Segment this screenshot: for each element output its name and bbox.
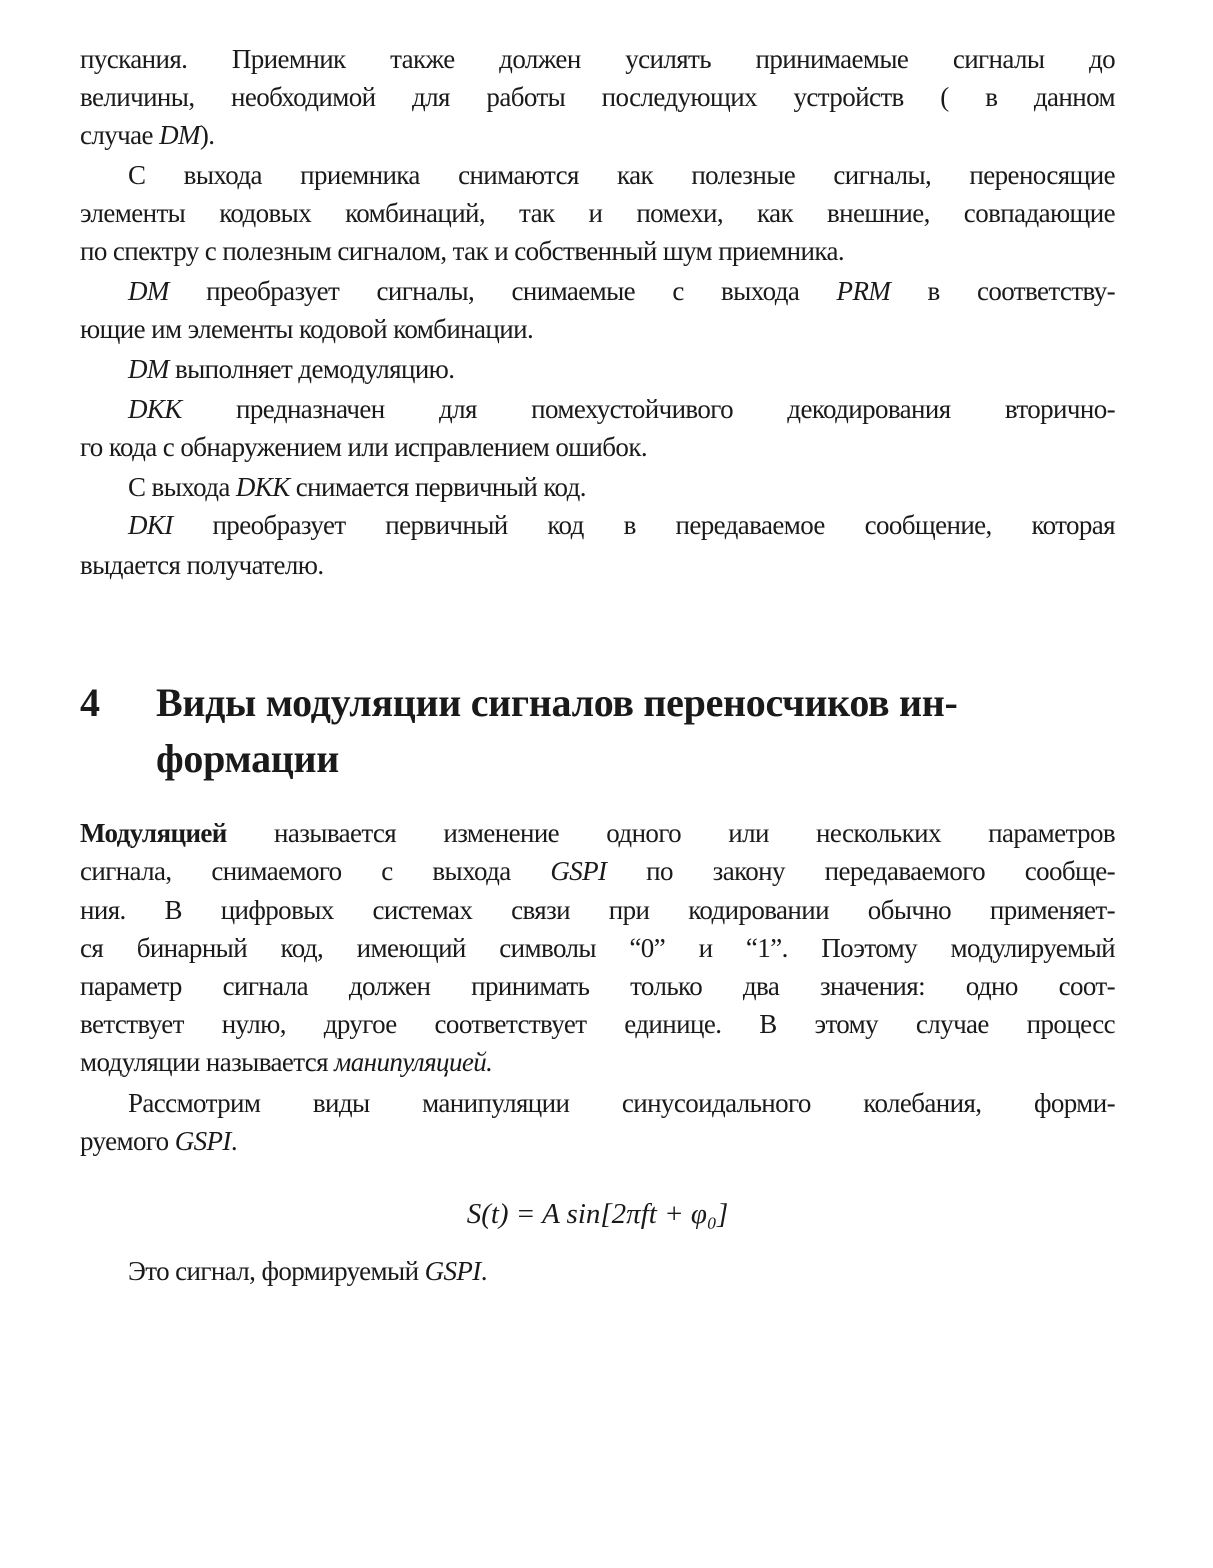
math-term: DM <box>159 120 200 150</box>
text-line <box>80 852 1115 890</box>
text: модуляции называется <box>80 1047 335 1077</box>
text-line <box>80 1122 1115 1160</box>
text: . <box>480 1256 487 1286</box>
math-term: GSPI <box>424 1256 481 1286</box>
math-term: GSPI <box>550 856 607 886</box>
section-title-line: формации <box>156 736 340 781</box>
text-line <box>80 1043 1115 1081</box>
text: предназначен для помехустойчивого декодирования вторично- <box>181 394 1115 424</box>
text-line <box>80 116 1115 154</box>
text-line: ветствует нулю, другое соответствует единице. В этому случае процесс <box>80 1009 1115 1039</box>
text: выполняет демодуляцию. <box>168 354 455 384</box>
equation-text: S(t) = A sin[2πft + φ₀] <box>466 1198 729 1230</box>
text: по закону передаваемого сообще- <box>606 856 1116 886</box>
math-term: GSPI <box>174 1126 231 1156</box>
text: снимается первичный код. <box>289 472 586 502</box>
math-term: DKK <box>235 472 290 502</box>
section-title-line: Виды модуляции сигналов переносчиков ин- <box>156 680 958 725</box>
text: случае <box>80 120 160 150</box>
text: в соответству- <box>890 276 1116 306</box>
section-number: 4 <box>80 680 100 725</box>
text-line: параметр сигнала должен принимать только два значения: одно соот- <box>80 971 1115 1001</box>
text: преобразует первичный код в передаваемое сообщение, которая <box>172 510 1115 540</box>
text-line: величины, необходимой для работы последующих устройств ( в данном <box>80 82 1115 112</box>
text-line: выдается получателю. <box>80 550 324 580</box>
equation <box>80 1198 1115 1231</box>
text-line <box>80 350 1115 388</box>
text-line <box>80 468 1115 506</box>
text-line <box>80 1252 1115 1290</box>
text-line <box>80 272 1115 310</box>
text: преобразует сигналы, снимаемые с выхода <box>168 276 837 306</box>
text-line: ющие им элементы кодовой комбинации. <box>80 314 534 344</box>
text-line: ния. В цифровых системах связи при кодировании обычно применяет- <box>80 895 1115 925</box>
term-bold: Модуляцией <box>80 818 227 848</box>
text-line: С выхода приемника снимаются как полезные сигналы, переносящие <box>128 160 1115 190</box>
emphasis: манипуляцией. <box>334 1047 493 1077</box>
text-line: по спектру с полезным сигналом, так и собственный шум приемника. <box>80 236 845 266</box>
text-line: пускания. Приемник также должен усилять принимаемые сигналы до <box>80 44 1115 74</box>
text: называется изменение одного или нескольких параметров <box>226 818 1115 848</box>
text: сигнала, снимаемого с выхода <box>80 856 551 886</box>
text: Это сигнал, формируемый <box>128 1256 425 1286</box>
math-term: PRM <box>836 276 891 306</box>
math-term: DM <box>128 354 169 384</box>
text-line: элементы кодовых комбинаций, так и помехи, как внешние, совпадающие <box>80 198 1115 228</box>
text-line <box>80 814 1115 852</box>
math-term: DM <box>128 276 169 306</box>
text-line: Рассмотрим виды манипуляции синусоидального колебания, форми- <box>128 1088 1115 1118</box>
text-line <box>80 390 1115 428</box>
text: руемого <box>80 1126 175 1156</box>
text: ). <box>199 120 215 150</box>
math-term: DKK <box>128 394 182 424</box>
math-term: DKI <box>128 510 173 540</box>
text-line: го кода с обнаружением или исправлением ошибок. <box>80 432 647 462</box>
text-line: ся бинарный код, имеющий символы “0” и “1”. Поэтому модулируемый <box>80 933 1115 963</box>
text: С выхода <box>128 472 236 502</box>
text-line <box>80 506 1115 544</box>
text: . <box>230 1126 237 1156</box>
